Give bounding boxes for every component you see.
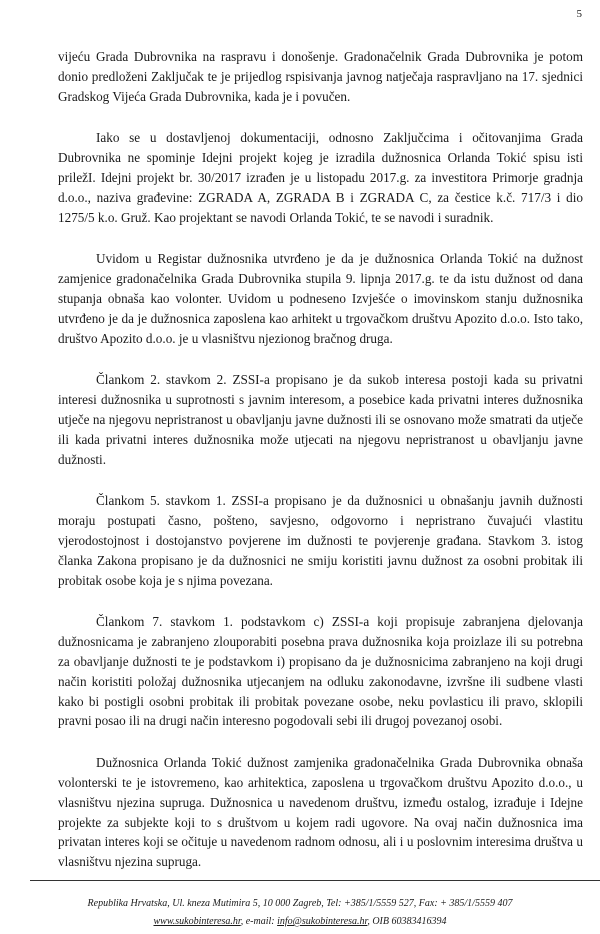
paragraph-idejni-projekt: Iako se u dostavljenoj dokumentaciji, odnosno Zaključcima i očitovanjima Grada Dubrovnika ne spominje Idejni projekt kojeg je izradila dužnosnica Orlanda Tokić spisu isti priležI. Idejni projekt br. 30/2017 izrađen je u listopadu 2017.g. za investitora Primorje gradnja d.o.o., naziva građevine: ZGRADA A, ZGRADA B i ZGRADA C, za čestice k.č. 717/3 i dio 1275/5 k.o. Gruž. Kao projektant se navodi Orlanda Tokić, te se navodi i suradnik.	[58, 130, 583, 225]
email-link[interactable]: info@sukobinteresa.hr	[277, 916, 368, 927]
website-link[interactable]: www.sukobinteresa.hr	[153, 916, 241, 927]
page-number: 5	[576, 8, 582, 20]
document-body	[58, 47, 583, 894]
paragraph-continuation: vijeću Grada Dubrovnika na raspravu i donošenje. Gradonačelnik Grada Dubrovnika je potom donio predloženi Zaključak te je prijedlog rspisivanja javnog natječaja raspravljano na 17. sjednici Gradskog Vijeća Grada Dubrovnika, kada je i povučen.	[58, 49, 583, 104]
paragraph-clanak-7: Člankom 7. stavkom 1. podstavkom c) ZSSI-a koji propisuje zabranjena djelovanja dužnosnicama je zabranjeno zlouporabiti posebna prava dužnosnika koja proizlaze ili su potrebna za obavljanje dužnosti te je podstavkom i) propisano da je dužnosnicima zabranjeno na koji drugi način koristiti položaj dužnosnika utjecanjem na odluku zakonodavne, izvršne ili sudbene vlasti kako bi postigli osobni probitak ili probitak povezane osobe, neku povlasticu ili pravo, sklopili pravni posao ili na drugi način interesno pogodovali sebi ili drugoj povezanoj osobi.	[58, 614, 583, 729]
paragraph-clanak-5: Člankom 5. stavkom 1. ZSSI-a propisano je da dužnosnici u obnašanju javnih dužnosti moraju postupati časno, pošteno, savjesno, odgovorno i nepristrano čuvajući vlastitu vjerodostojnost i dostojanstvo povjerene im dužnosti te povjerenje građana. Stavkom 3. istog članka Zakona propisano je da dužnosnici ne smiju koristiti javnu dužnost za osobni probitak ili probitak osobe koja je s njima povezana.	[58, 493, 583, 588]
paragraph-registar: Uvidom u Registar dužnosnika utvrđeno je da je dužnosnica Orlanda Tokić na dužnost zamjenice gradonačelnika Grada Dubrovnika stupila 9. lipnja 2017.g. te da istu dužnost od dana stupanja obnaša kao volonter. Uvidom u podneseno Izvješće o imovinskom stanju dužnosnika utvrđeno je da je dužnosnica zaposlena kao arhitekt u trgovačkom društvu Apozito d.o.o. Isto tako, društvo Apozito d.o.o. je u vlasništvu njezionog bračnog druga.	[58, 251, 583, 346]
footer-contact	[0, 915, 600, 928]
email-label: , e-mail:	[240, 916, 278, 927]
paragraph-clanak-2: Člankom 2. stavkom 2. ZSSI-a propisano je da sukob interesa postoji kada su privatni interesi dužnosnika u suprotnosti s javnim interesom, a posebice kada privatni interes dužnosnika utječe na njegovu nepristranost u obavljanju javne dužnosti ili se osnovano može smatrati da utječe ili kada privatni interes dužnosnika može utjecati na njegovu nepristranost u obavljanju javne dužnosti.	[58, 372, 583, 467]
footer-address: Republika Hrvatska, Ul. kneza Mutimira 5, 10 000 Zagreb, Tel: +385/1/5559 527, Fax: + 385/1/5559 407	[87, 898, 513, 909]
footer-divider	[30, 880, 600, 881]
paragraph-conclusion: Dužnosnica Orlanda Tokić dužnost zamjenika gradonačelnika Grada Dubrovnika obnaša volonterski te je istovremeno, kao arhitektica, zaposlena u trgovačkom društvu Apozito d.o.o., u vlasništvu njezina supruga. Dužnosnica u navedenom društvu, između ostalog, izrađuje i Idejne projekte za subjekte koji to s društvom u kojem radi ugovore. Na ovaj način dužnosnica ima privatan interes koji se očituje u navedenom radnom odnosu, ali i u poslovnim interesima društva u vlasništvu njezina supruga.	[58, 755, 583, 870]
oib-text: , OIB 60383416394	[367, 916, 447, 927]
